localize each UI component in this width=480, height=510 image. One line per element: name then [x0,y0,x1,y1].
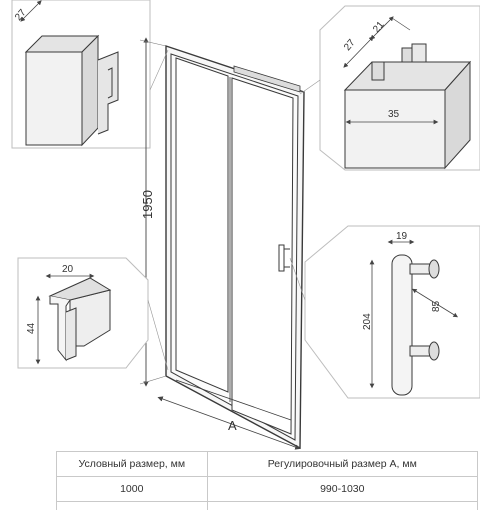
table-header: Регулировочный размер А, мм [207,452,477,477]
table-cell-nominal: 1000 [57,477,208,502]
dim-handle-diameter: 19 [396,231,408,242]
callout-left-middle [18,258,148,368]
dim-handle-length: 204 [362,313,373,330]
dim-top-left-depth: 27 [13,7,29,23]
callout-handle [305,226,480,398]
table-header: Условный размер, мм [57,452,208,477]
callout-top-right [320,6,480,170]
door-frame [166,46,304,448]
callout-top-left [12,0,150,148]
table-row [57,477,478,502]
dim-top-right-depth: 27 [342,37,358,53]
dim-top-right-width: 35 [388,109,400,120]
table-cell-adjust: 990-1030 [207,477,477,502]
dim-top-right-flange: 21 [371,19,387,35]
dim-height: 1950 [140,190,155,219]
table-row-cut [57,502,478,510]
dim-handle-offset: 85 [431,300,442,312]
dim-profile-width: 20 [62,264,74,275]
size-table [56,451,478,510]
dim-door-width: A [228,418,237,433]
table-header-row [57,452,478,477]
dim-profile-height: 44 [26,322,37,334]
